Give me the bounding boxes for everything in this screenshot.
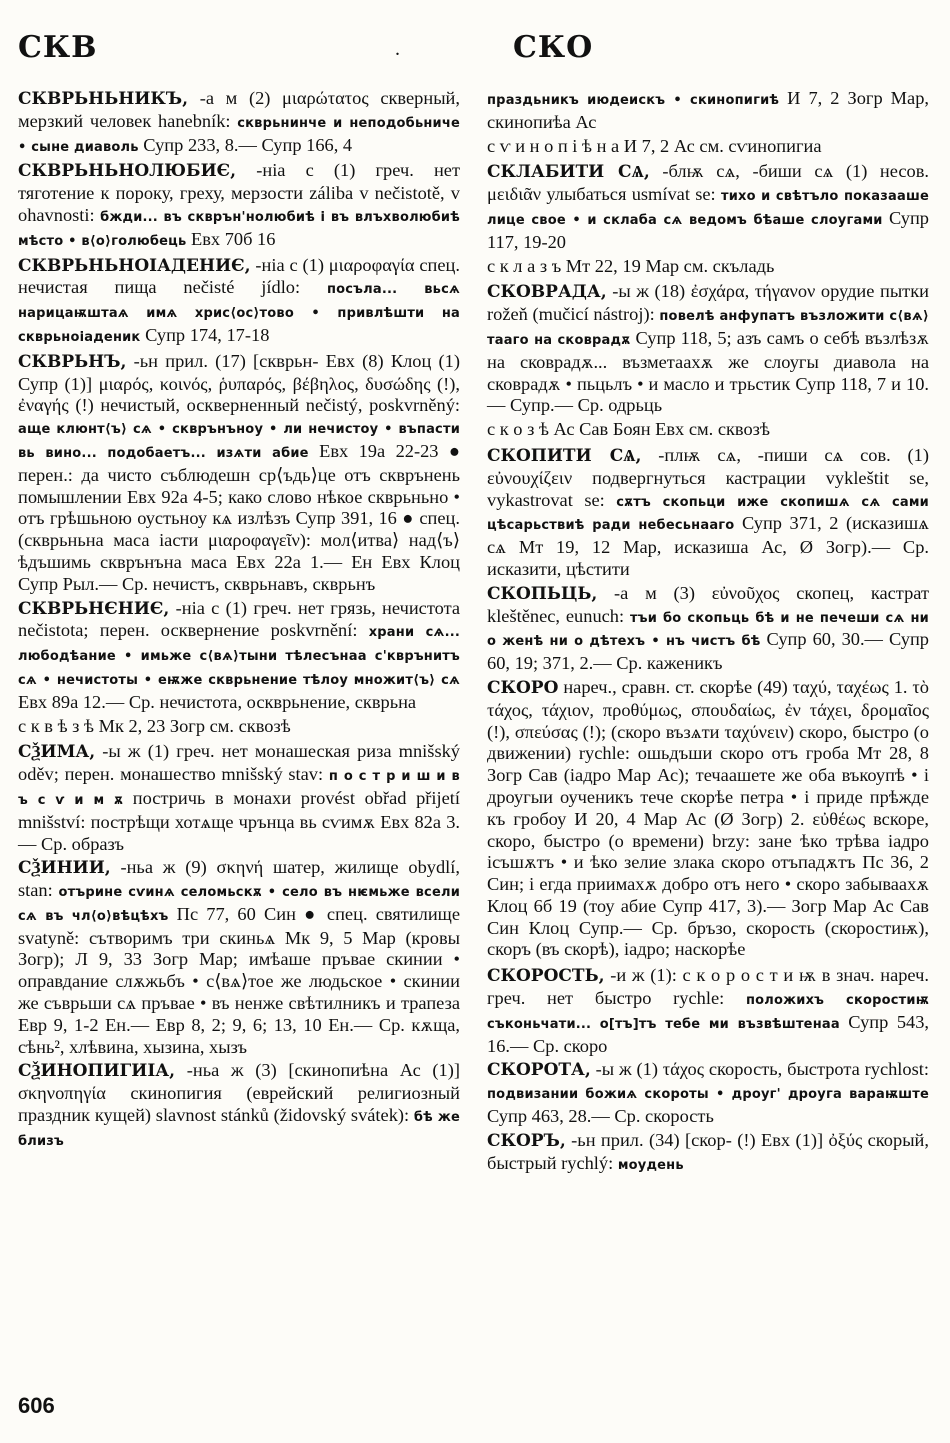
entry-citation: Супр 543, 16.— Ср. скоро — [487, 1011, 929, 1056]
entry-headword: СКОРЪ, — [487, 1130, 566, 1151]
entry-text: с к о з ѣ Ас Сав Боян Евх см. сквозѣ — [487, 419, 770, 440]
running-head-left: СКВ — [18, 30, 98, 65]
entry-citation: Супр 174, 17-18 — [140, 324, 270, 345]
entry-church-slavonic: скврьнинче и неподобьниче • сыне диаволь — [18, 115, 460, 155]
entry-citation: Супр 60, 30.— Супр 60, 19; 371, 2.— Ср. каженикъ — [487, 629, 929, 674]
dictionary-entry — [18, 88, 460, 158]
dictionary-entry — [487, 419, 929, 443]
entry-text: -ніа с (1) μιαροφαγία спец. нечистая пища nečisté jídlo: — [18, 254, 460, 298]
entry-headword: СКВРЬНЬНОІАДЕНИЄ, — [18, 255, 251, 276]
entry-citation: Супр 233, 8.— Супр 166, 4 — [138, 134, 353, 155]
dictionary-entry — [18, 741, 460, 855]
entry-citation: И 7, 2 Зогр Мар, скинопиѣа Ас — [487, 88, 929, 132]
entry-text: -ы ж (1) τάχος скорость, быстрота rychlost: — [590, 1059, 929, 1080]
entry-text: -ніа с (1) греч. нет грязь, нечистота nečistota; перен. осквернение poskvrnění: — [18, 597, 460, 641]
entry-headword: СКОРОТА, — [487, 1060, 591, 1081]
entry-text: нареч., сравн. ст. скорѣе (49) ταχύ, ταχέως 1. τὸ τάχος, τάχιον, προθύμως, σπουδαίως, ἐν τάχει, δρομαῖος (!), σπεύσας (!); (скоро възѧти ταχύνειν) скоро, быстро (о движении) rychle: ошьдъши скоро отъ гроба Мт 28, 8 Зогр Сав (іадро Мар Ас); течаашете же оба въкоупѣ • і дроугыи оученикъ тече скорѣе петра • і приде прѣжде къ гробоу И 20, 4 Мар Ас (Ø Зогр) 2. εὐθέως вскоре, скоро, быстро (о времени) brzy: зане ѣко трѣва іадро ісъшѫтъ • и ѣко зелие злака скоро отъпадѫтъ Пс 36, 2 Син; і егда приимахѫ добро отъ него • скоро забываахѫ Клоц 6б 19 (тоу абие Супр 417, 3).— Зогр Мар Ас Сав Син Клоц Супр.— Ср. бръзо, скорость (скоростиѭ), скоръ (въ скорѣ), іадро; наскорѣе — [487, 676, 929, 960]
left-column — [18, 88, 460, 1155]
entry-church-slavonic: бѣ же близъ — [18, 1110, 460, 1149]
entry-church-slavonic: положихъ скоростиѭ съконьчати... о[тъ]тъ тебе ми възвѣштенаа — [487, 993, 929, 1032]
dictionary-entry — [487, 1059, 929, 1127]
dictionary-entry — [18, 351, 460, 596]
entry-headword: СКЛАБИТИ СѦ, — [487, 162, 650, 183]
dictionary-entry — [487, 281, 929, 417]
entry-headword: СКОВРАДА, — [487, 282, 607, 303]
entry-headword: СКВРЬНЬНОЛЮБИЄ, — [18, 161, 237, 182]
entry-text: -а м (3) εὐνοῦχος скопец, кастрат kleštěnec, eunuch: — [487, 582, 929, 626]
dictionary-entry — [18, 857, 460, 1058]
entry-church-slavonic: храни сѧ... любодѣание • имьже с⟨вѧ⟩тыни тѣлесънаа с'кврънитъ сѧ • нечистоты • еѭже скврьнение тѣлоу множит⟨ъ⟩ сѧ — [18, 625, 460, 688]
entry-headword: СѮИНИИ, — [18, 858, 111, 879]
entry-citation: Евх 19а 22-23 ● перен.: да чисто съблюдешн ср⟨ъдь⟩це отъ скврънень помышлении Евх 92а 4-5; како слово нѣкое скврьньно • отъ грѣшьною оустьноу кѧ излѣзъ Супр 391, 16 ● спец. (скврьньна маса іасти μιαροφαγεῖν): мол⟨итва⟩ над⟨ъ⟩ ѣдъшимь скврънъна маса Евх 22а 1.— Ен Евх Клоц Супр Рыл.— Ср. нечистъ, скврьнавъ, скврьнъ — [18, 440, 460, 594]
entry-headword: СѮИНОПИГИІА, — [18, 1061, 176, 1082]
right-column — [487, 88, 929, 1178]
dictionary-entry — [18, 160, 460, 252]
entry-text: -а м (2) μιαρώτατος скверный, мерзкий человек hanebník: — [18, 88, 460, 131]
entry-headword: СѮИМА, — [18, 742, 96, 763]
entry-church-slavonic: тъи бо скопьць бѣ и не печеши сѧ ни о женѣ ни о дѣтехъ • нъ чистъ бѣ — [487, 610, 929, 650]
entry-text: -ніа с (1) греч. нет тяготение к пороку, греху, мерзости záliba v nečistotě, v ohavnosti: — [18, 160, 460, 225]
entry-citation: Супр 118, 5; азъ самъ о себѣ възлѣзѫ на сковрадѫ... възметаахѫ же слоугы диавола на сковрадѫ • пьцьлъ • и масло и трьстик Супр 118, 7 и 10.— Супр.— Ср. одрьць — [487, 327, 929, 416]
dictionary-entry — [18, 1060, 460, 1152]
page-number: 606 — [18, 1393, 55, 1418]
entry-church-slavonic: моудень — [617, 1157, 684, 1173]
dictionary-entry — [487, 677, 929, 963]
entry-text: -и ж (1): с к о р о с т и ѭ в знач. нареч. греч. нет быстро rychle: — [487, 965, 929, 1009]
entry-text: с к в ѣ з ѣ Мк 2, 23 Зогр см. сквозѣ — [18, 715, 291, 736]
dictionary-entry — [18, 716, 460, 740]
entry-church-slavonic: п о с т р и ш и в ъ с ѵ и м ѫ — [18, 769, 460, 808]
entry-text: с к л а з ъ Мт 22, 19 Мар см. скъладь — [487, 255, 775, 276]
dictionary-entry — [487, 965, 929, 1057]
entry-headword: СКВРЬНЄНИЄ, — [18, 598, 170, 619]
entry-citation: Евх 89а 12.— Ср. нечистота, оскврьнение, скврьна — [18, 691, 417, 712]
entry-church-slavonic: праздьникъ июдеискъ • скинопигиѣ — [487, 93, 780, 108]
dictionary-entry — [487, 88, 929, 134]
entry-citation: Евх 70б 16 — [186, 228, 276, 249]
entry-citation: Супр 463, 28.— Ср. скорость — [487, 1106, 714, 1127]
entry-headword: СКОПЬЦЬ, — [487, 583, 598, 604]
entry-text: -плѭ сѧ, -пиши сѧ сов. (1) εὐνουχίζειν подвергнуться кастрации vykleštit se, vykastrovat se: — [487, 444, 929, 510]
entry-text: -блѭ сѧ, -биши сѧ (1) несов. μειδιᾶν улыбаться usmívat se: — [487, 161, 929, 205]
entry-text: -ьн прил. (17) [скврьн- Евх (8) Клоц (1) Супр (1)] μιαρός, κοινός, ῥυπαρός, βέβηλος, δυσώδης (!), ἐναγής (!) нечистый, оскверненный nečistý, poskvrněný: — [18, 350, 460, 416]
dictionary-entry — [487, 256, 929, 280]
dictionary-entry — [487, 1130, 929, 1177]
entry-church-slavonic: отърине сѵинѧ селомьскѫ • село въ нѥмьже всели сѧ въ чл⟨о⟩вѣцѣхъ — [18, 885, 460, 924]
dictionary-entry — [487, 136, 929, 160]
dictionary-entry — [487, 583, 929, 675]
entry-citation: постричь в монахи provést obřad přijetí mnišství: пострѣщи хотѧще чрънца вь сѵимѫ Евх 82а 3.— Ср. образъ — [18, 787, 460, 854]
entry-church-slavonic: повелѣ анфупатъ възложити с⟨вѧ⟩тааго на сковрадѫ — [487, 309, 929, 348]
entry-headword: СКОПИТИ СѦ, — [487, 445, 642, 466]
entry-church-slavonic: подвизании божиѧ скороты • дроуг' дроуга вараѭште — [487, 1087, 929, 1103]
entry-text: -ьн прил. (34) [скор- (!) Евх (1)] ὀξύς скорый, быстрый rychlý: — [487, 1129, 929, 1173]
entry-church-slavonic: аще клюнт⟨ъ⟩ сѧ • скврънъноу • ли нечистоу • въпасти вь вино... подобаетъ... изѧти абие — [18, 422, 460, 461]
entry-church-slavonic: тихо и свѣтъло показааше лице свое • и склаба сѧ ведомъ бѣаше слоугами — [487, 189, 929, 228]
entry-text: -ы ж (18) ἐσχάρα, τήγανον орудие пытки rožeň (mučicí nástroj): — [487, 281, 929, 325]
entry-text: -ньа ж (3) [скинопиѣна Ас (1)] σκηνοπηγία скинопигия (еврейский религиозный праздник кущей) slavnost stánků (židovský svátek): — [18, 1060, 460, 1126]
dictionary-entry — [18, 598, 460, 714]
entry-citation: Супр 371, 2 (исказишѧ сѧ Мт 19, 12 Мар, исказиша Ас, Ø Зогр).— Ср. исказити, цѣстити — [487, 513, 930, 579]
dictionary-entry — [487, 445, 929, 581]
entry-text: с ѵ и н о п і ѣ н а И 7, 2 Ас см. сѵинопигиа — [487, 135, 822, 156]
running-head-dot: . — [395, 38, 400, 60]
entry-headword: СКОРОСТЬ, — [487, 966, 605, 987]
running-head-right: СКО — [513, 30, 594, 65]
entry-text: -ньа ж (9) σκηνή шатер, жилище obydlí, stan: — [18, 857, 460, 901]
entry-citation: Супр 117, 19-20 — [487, 207, 929, 252]
entry-church-slavonic: бжди... въ скврън'нолюбиѣ і въ влъхволюбиѣ мѣсто • в⟨о⟩голюбець — [18, 209, 460, 249]
entry-headword: СКОРО — [487, 677, 559, 698]
entry-text: -ы ж (1) греч. нет монашеская риза mnišský oděv; перен. монашество mnišský stav: — [18, 741, 460, 785]
dictionary-entry — [18, 255, 460, 349]
entry-church-slavonic: посъла... вьсѧ нарицаѭштаѧ имѧ хрис⟨ос⟩тово • привлѣшти на скврьноіаденик — [18, 282, 460, 345]
dictionary-entry — [487, 161, 929, 253]
entry-church-slavonic: сѫтъ скопьци иже скопишѧ сѧ сами цѣсарьствиѣ ради небесьнааго — [487, 494, 929, 534]
entry-headword: СКВРЬНЪ, — [18, 351, 127, 372]
entry-citation: Пс 77, 60 Син ● спец. святилище svatyně: сътворимъ три скиньѧ Мк 9, 5 Мар (кровы Зогр); Л 9, 33 Зогр Мар; имѣаше пръвае скинии • оправдание слѫжьбъ • с⟨вѧ⟩тое же людьское • скинии же съврьши сѧ пръвае • въ ненже свѣтилникъ и трапеза Евр 9, 1-2 Ен.— Евр 8, 2; 9, 6; 13, 10 Ен.— Ср. кѫща, сѣнь², хлѣвина, хызина, хызъ — [18, 903, 460, 1057]
entry-headword: СКВРЬНЬНИКЪ, — [18, 89, 189, 109]
